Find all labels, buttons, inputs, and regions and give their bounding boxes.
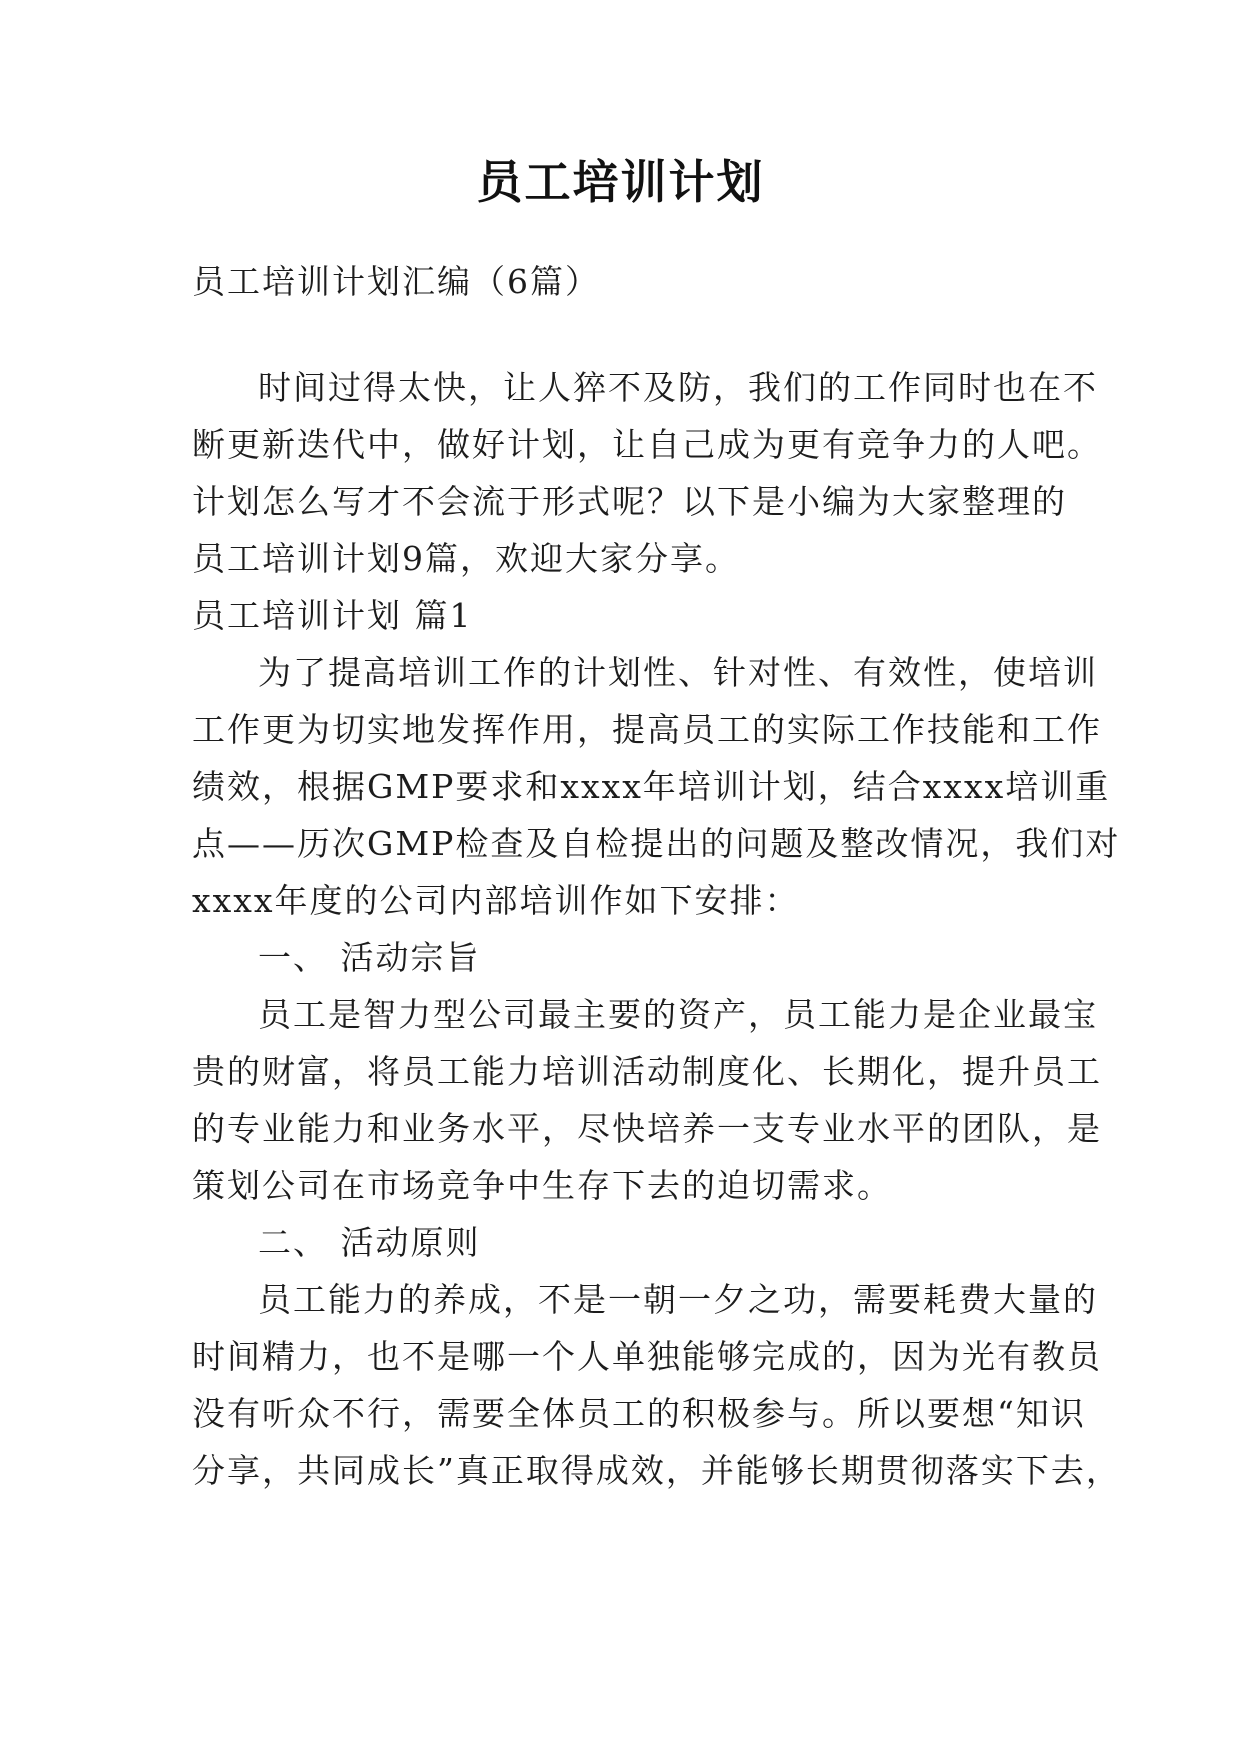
paragraph-line: 断更新迭代中，做好计划，让自己成为更有竞争力的人吧。 (192, 425, 1102, 464)
paragraph-line: 绩效，根据GMP要求和xxxx年培训计划，结合xxxx培训重 (192, 767, 1111, 806)
paragraph-line: 时间精力，也不是哪一个人单独能够完成的，因为光有教员 (192, 1337, 1102, 1376)
paragraph-line: 计划怎么写才不会流于形式呢？以下是小编为大家整理的 (192, 482, 1067, 521)
section-heading: 一、 活动宗旨 (258, 938, 481, 977)
paragraph-line: 员工培训计划9篇，欢迎大家分享。 (192, 539, 740, 578)
paragraph-line: 员工能力的养成，不是一朝一夕之功，需要耗费大量的 (258, 1280, 1098, 1319)
paragraph-line: 时间过得太快，让人猝不及防，我们的工作同时也在不 (258, 368, 1098, 407)
paragraph-line: 为了提高培训工作的计划性、针对性、有效性，使培训 (258, 653, 1098, 692)
paragraph-line: 没有听众不行，需要全体员工的积极参与。所以要想“知识 (192, 1394, 1086, 1433)
paragraph-line: 分享，共同成长”真正取得成效，并能够长期贯彻落实下去， (192, 1451, 1121, 1490)
paragraph-line: 员工是智力型公司最主要的资产，员工能力是企业最宝 (258, 995, 1098, 1034)
document-title: 员工培训计划 (476, 155, 765, 209)
paragraph-line: 点——历次GMP检查及自检提出的问题及整改情况，我们对 (192, 824, 1121, 863)
paragraph-line: 的专业能力和业务水平，尽快培养一支专业水平的团队，是 (192, 1109, 1102, 1148)
paragraph-line: 策划公司在市场竞争中生存下去的迫切需求。 (192, 1166, 892, 1205)
section-heading: 二、 活动原则 (258, 1223, 481, 1262)
paragraph-line: 贵的财富，将员工能力培训活动制度化、长期化，提升员工 (192, 1052, 1102, 1091)
paragraph-line: xxxx年度的公司内部培训作如下安排： (192, 881, 800, 920)
paragraph-line: 工作更为切实地发挥作用，提高员工的实际工作技能和工作 (192, 710, 1102, 749)
document-subtitle: 员工培训计划汇编（6篇） (192, 262, 600, 301)
section-heading: 员工培训计划 篇1 (192, 596, 473, 635)
